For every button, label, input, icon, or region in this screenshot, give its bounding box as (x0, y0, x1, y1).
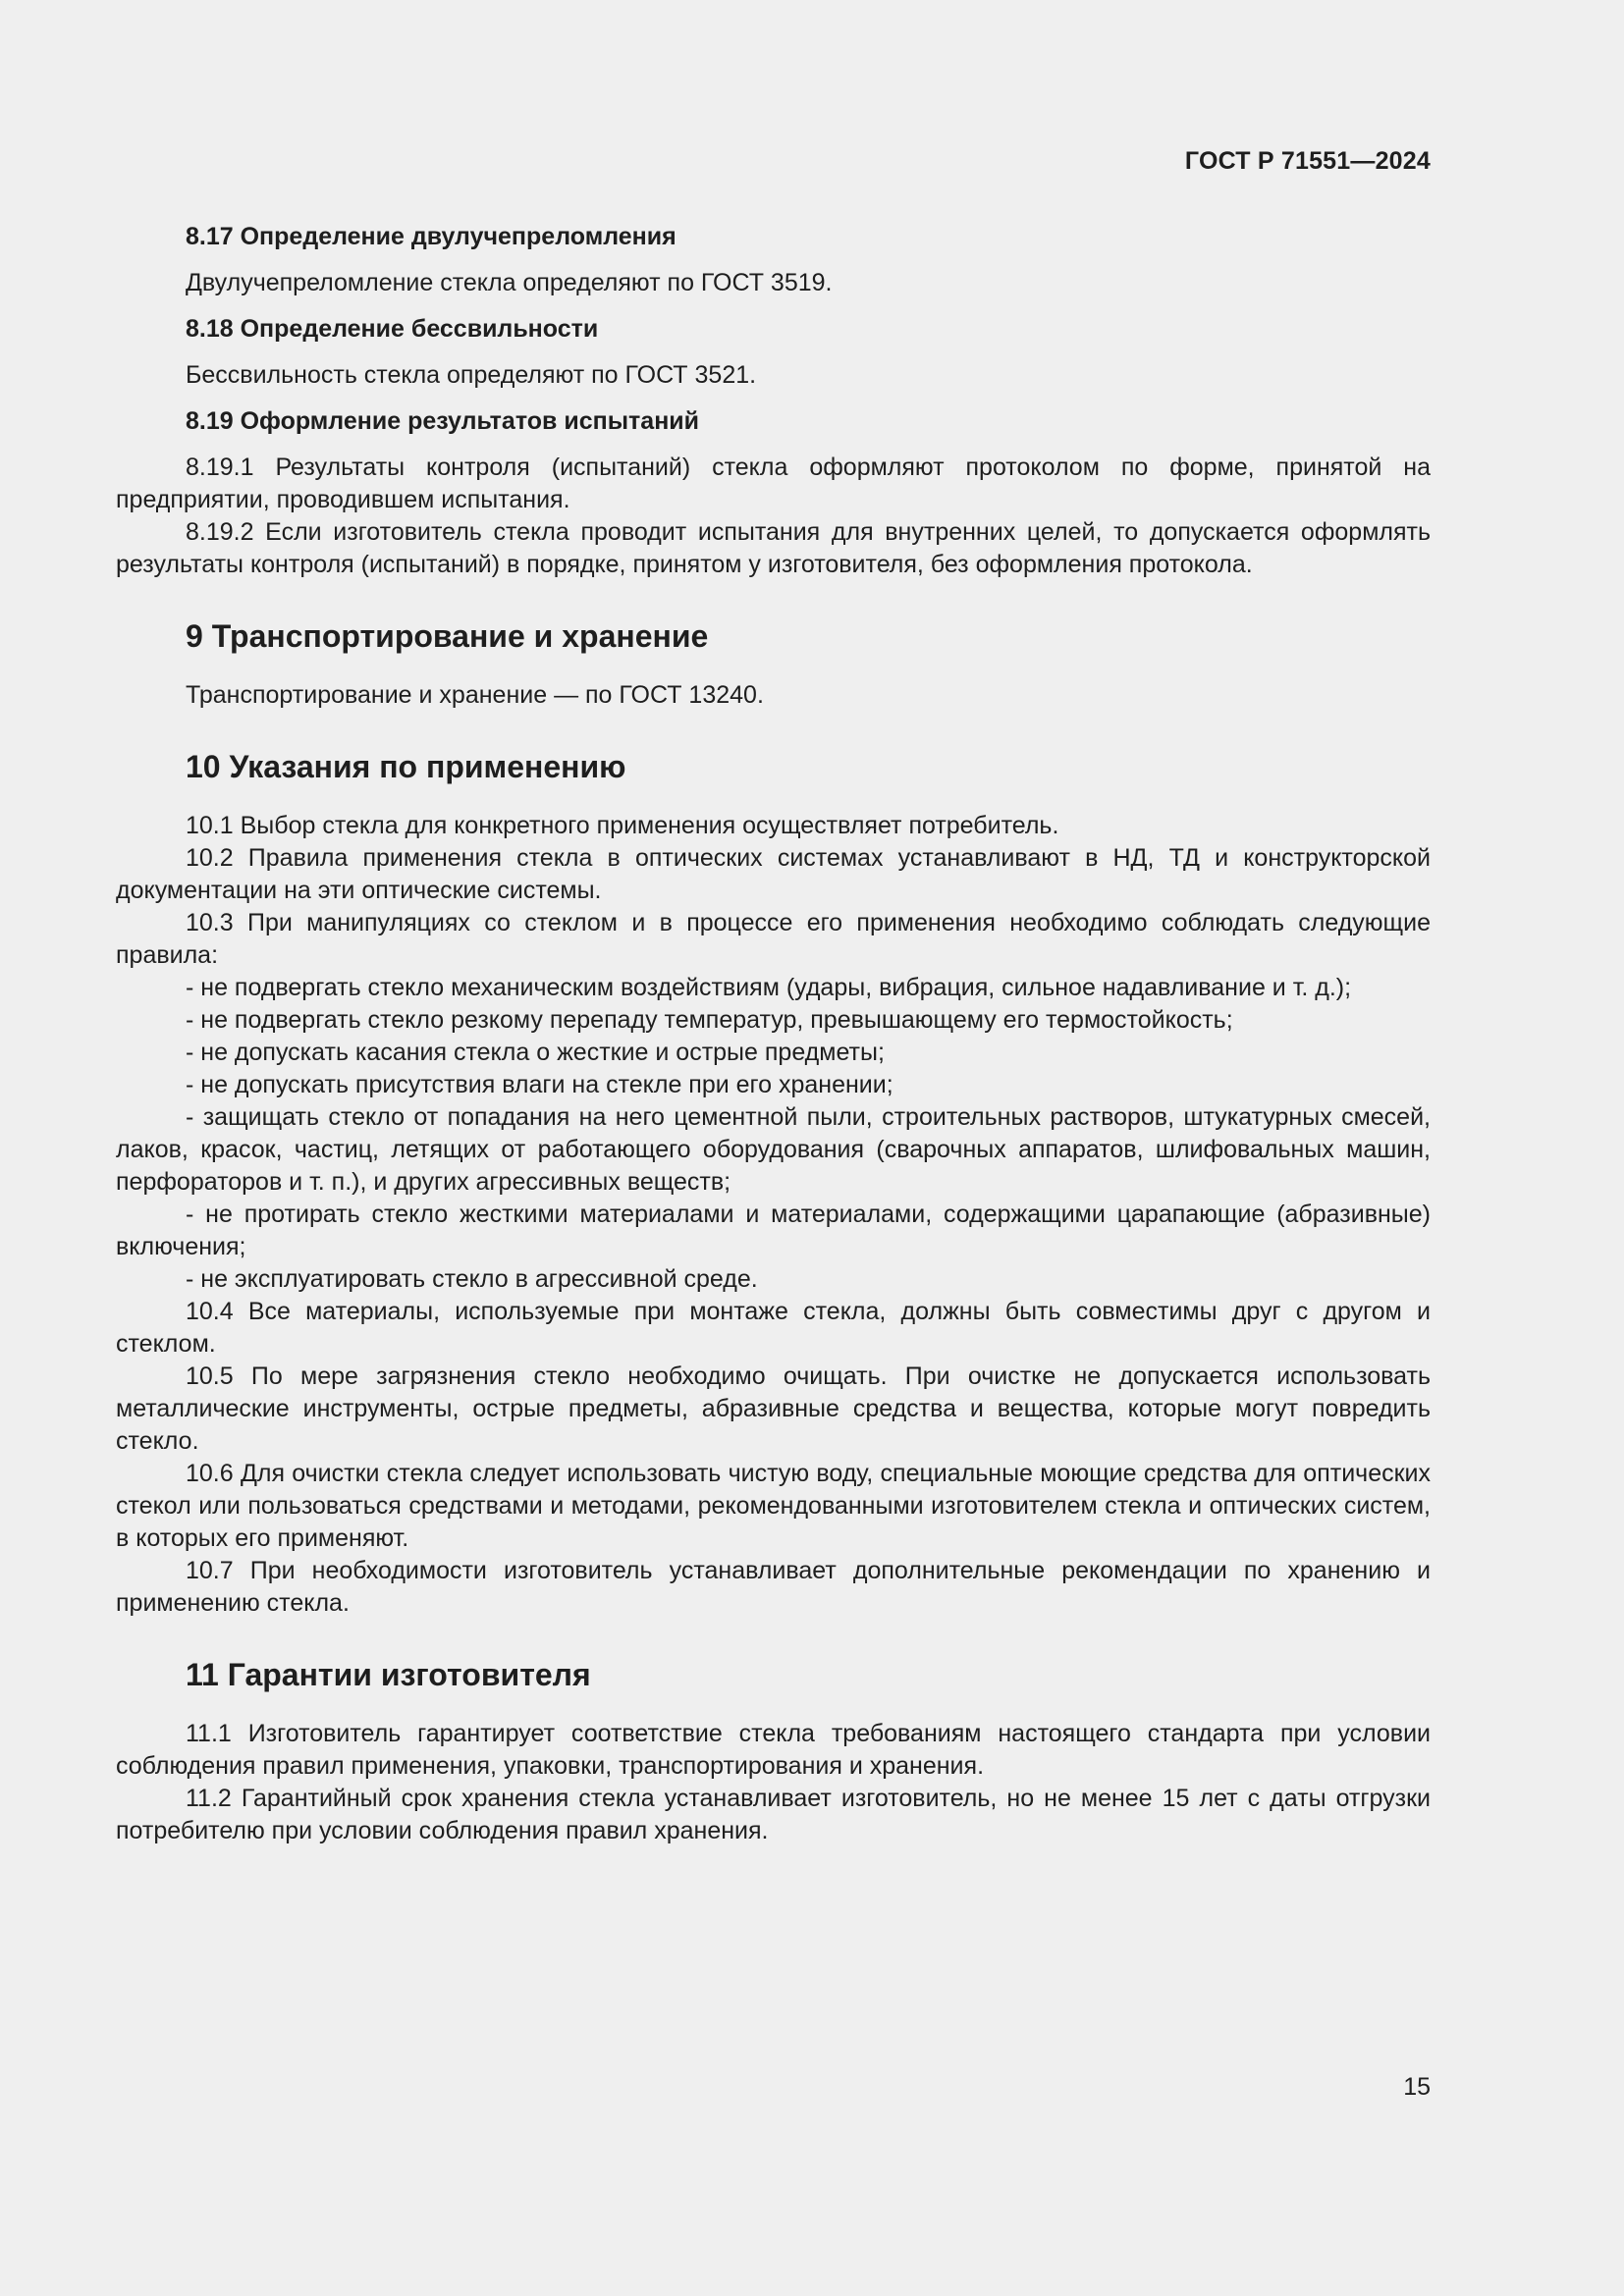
section-10-title: 10 Указания по применению (186, 749, 626, 784)
section-8-18-title: 8.18 Определение бессвильности (186, 315, 599, 343)
section-8-19-2-paragraph: 8.19.2 Если изготовитель стекла проводит испытания для внутренних целей, то допускается оформлять результаты контроля (испытаний) в порядке, принятом у изготовителя, без оформления протокола. (116, 518, 1431, 578)
document-id-header: ГОСТ Р 71551—2024 (1184, 147, 1431, 175)
section-8-19-title: 8.19 Оформление результатов испытаний (186, 407, 700, 435)
document-body (116, 221, 1431, 1847)
section-11-2-paragraph: 11.2 Гарантийный срок хранения стекла устанавливает изготовитель, но не менее 15 лет с даты отгрузки потребителю при условии соблюдения правил хранения. (116, 1785, 1431, 1844)
list-item: - не допускать присутствия влаги на стекле при его хранении; (186, 1071, 893, 1098)
section-10-3-paragraph: 10.3 При манипуляциях со стеклом и в процессе его применения необходимо соблюдать следующие правила: (116, 909, 1431, 969)
section-8-17-paragraph: Двулучепреломление стекла определяют по ГОСТ 3519. (186, 269, 833, 296)
section-11-title: 11 Гарантии изготовителя (186, 1657, 591, 1692)
page-number: 15 (1403, 2073, 1431, 2101)
section-8-18-paragraph: Бессвильность стекла определяют по ГОСТ 3521. (186, 361, 757, 389)
list-item: - не подвергать стекло резкому перепаду температур, превышающему его термостойкость; (186, 1006, 1233, 1034)
list-item: - не допускать касания стекла о жесткие и острые предметы; (186, 1039, 885, 1066)
section-9-title: 9 Транспортирование и хранение (186, 618, 709, 654)
list-item: - не эксплуатировать стекло в агрессивной среде. (186, 1265, 758, 1293)
section-10-5-paragraph: 10.5 По мере загрязнения стекло необходимо очищать. При очистке не допускается использовать металлические инструменты, острые предметы, абразивные средства и вещества, которые могут повредить стекло. (116, 1362, 1431, 1455)
section-10-2-paragraph: 10.2 Правила применения стекла в оптических системах устанавливают в НД, ТД и конструкторской документации на эти оптические системы. (116, 844, 1431, 904)
section-8-17-title: 8.17 Определение двулучепреломления (186, 223, 677, 250)
section-8-19-1-paragraph: 8.19.1 Результаты контроля (испытаний) стекла оформляют протоколом по форме, принятой на предприятии, проводившем испытания. (116, 454, 1431, 513)
list-item: - защищать стекло от попадания на него цементной пыли, строительных растворов, штукатурных смесей, лаков, красок, частиц, летящих от работающего оборудования (сварочных аппаратов, шлифовальных машин, перфораторов и т. п.), и других агрессивных веществ; (116, 1103, 1431, 1196)
section-10-1-paragraph: 10.1 Выбор стекла для конкретного применения осуществляет потребитель. (186, 812, 1059, 839)
list-item: - не подвергать стекло механическим воздействиям (удары, вибрация, сильное надавливание и т. д.); (186, 974, 1352, 1001)
section-9-paragraph: Транспортирование и хранение — по ГОСТ 13240. (186, 681, 764, 709)
list-item: - не протирать стекло жесткими материалами и материалами, содержащими царапающие (абразивные) включения; (116, 1201, 1431, 1260)
section-11-1-paragraph: 11.1 Изготовитель гарантирует соответствие стекла требованиям настоящего стандарта при условии соблюдения правил применения, упаковки, транспортирования и хранения. (116, 1720, 1431, 1780)
section-10-6-paragraph: 10.6 Для очистки стекла следует использовать чистую воду, специальные моющие средства для оптических стекол или пользоваться средствами и методами, рекомендованными изготовителем стекла и оптических систем, в которых его применяют. (116, 1460, 1431, 1552)
section-10-4-paragraph: 10.4 Все материалы, используемые при монтаже стекла, должны быть совместимы друг с другом и стеклом. (116, 1298, 1431, 1358)
section-10-7-paragraph: 10.7 При необходимости изготовитель устанавливает дополнительные рекомендации по хранению и применению стекла. (116, 1557, 1431, 1617)
